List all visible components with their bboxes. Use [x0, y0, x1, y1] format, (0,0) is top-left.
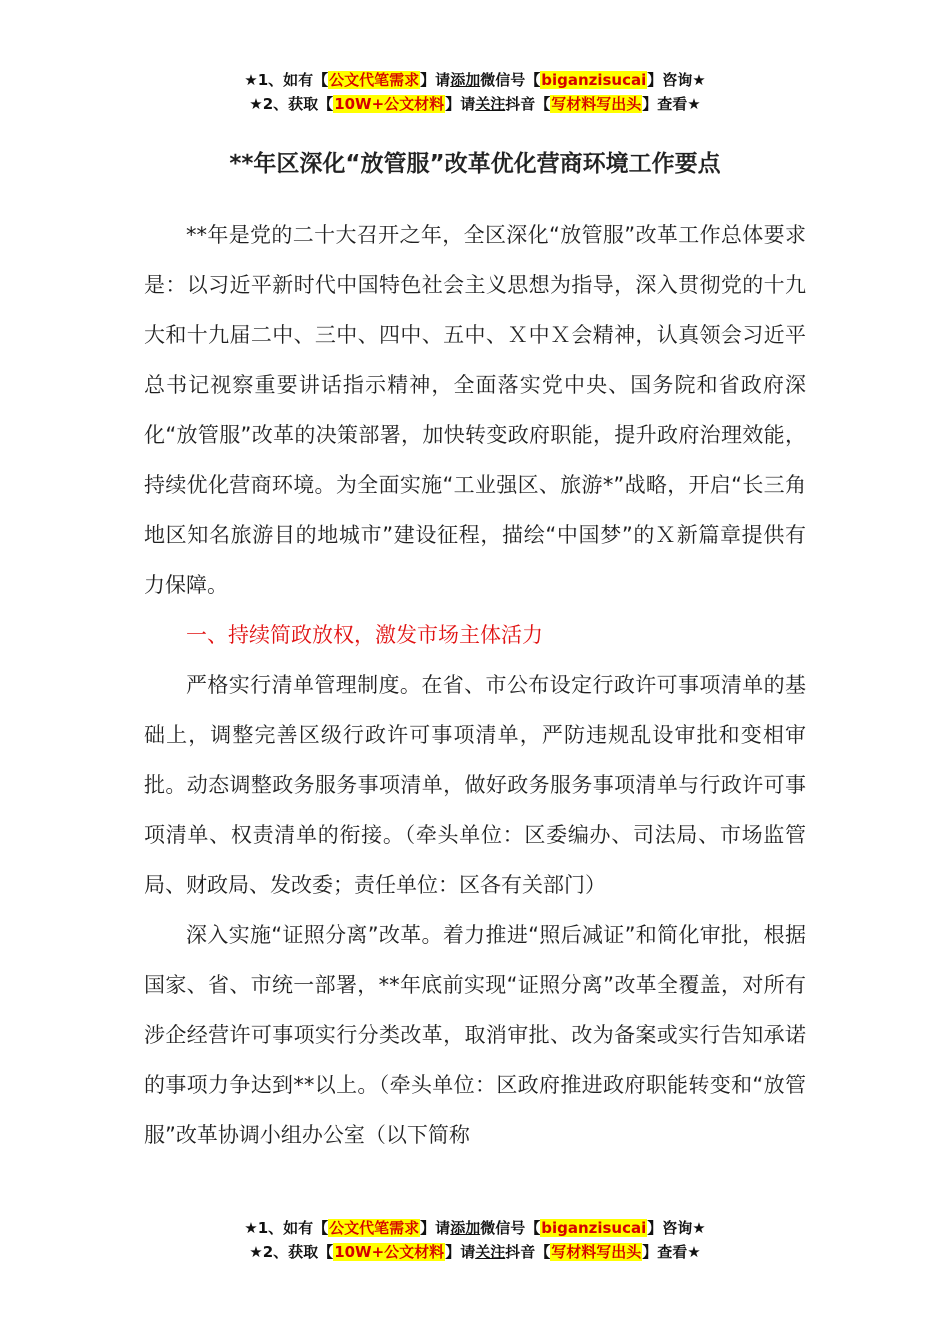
- promo-line-2: ★2、获取【10W+公文材料】请关注抖音【写材料写出头】查看★: [249, 95, 701, 113]
- promo-line-1: ★1、如有【公文代笔需求】请添加微信号【biganzisucai】咨询★: [244, 71, 706, 89]
- promo-line-1: ★1、如有【公文代笔需求】请添加微信号【biganzisucai】咨询★: [244, 1219, 706, 1237]
- section1-paragraph-1: 严格实行清单管理制度。在省、市公布设定行政许可事项清单的基础上，调整完善区级行政许可事项清单，严防违规乱设审批和变相审批。动态调整政务服务事项清单，做好政务服务事项清单与行政许可事项清单、权责清单的衔接。（牵头单位：区委编办、司法局、市场监管局、财政局、发改委；责任单位：区各有关部门）: [144, 673, 806, 897]
- promo-banner-top: [0, 68, 950, 116]
- highlight-materials: 10W+公文材料: [334, 1243, 445, 1261]
- highlight-douyin-id: 写材料写出头: [551, 1243, 642, 1261]
- highlight-materials: 10W+公文材料: [334, 95, 445, 113]
- highlight-wechat-id: biganzisucai: [541, 1219, 647, 1237]
- highlight-wechat-id: biganzisucai: [541, 71, 647, 89]
- promo-line-2: ★2、获取【10W+公文材料】请关注抖音【写材料写出头】查看★: [249, 1243, 701, 1261]
- section1-paragraph-2: 深入实施“证照分离”改革。着力推进“照后减证”和简化审批，根据国家、省、市统一部署，**年底前实现“证照分离”改革全覆盖，对所有涉企经营许可事项实行分类改革，取消审批、改为备案或实行告知承诺的事项力争达到**以上。（牵头单位：区政府推进政府职能转变和“放管服”改革协调小组办公室（以下简称: [144, 923, 806, 1147]
- highlight-service: 公文代笔需求: [329, 1219, 420, 1237]
- promo-banner-bottom: [0, 1216, 950, 1264]
- highlight-douyin-id: 写材料写出头: [551, 95, 642, 113]
- intro-paragraph: **年是党的二十大召开之年，全区深化“放管服”改革工作总体要求是：以习近平新时代中国特色社会主义思想为指导，深入贯彻党的十九大和十九届二中、三中、四中、五中、Ｘ中Ｘ会精神，认真领会习近平总书记视察重要讲话指示精神，全面落实党中央、国务院和省政府深化“放管服”改革的决策部署，加快转变政府职能，提升政府治理效能，持续优化营商环境。为全面实施“工业强区、旅游*”战略，开启“长三角地区知名旅游目的地城市”建设征程，描绘“中国梦”的Ｘ新篇章提供有力保障。: [144, 223, 806, 597]
- document-body: [144, 210, 806, 1160]
- document-title: **年区深化“放管服”改革优化营商环境工作要点: [229, 151, 721, 177]
- section-heading-1: 一、持续简政放权，激发市场主体活力: [186, 623, 543, 647]
- highlight-service: 公文代笔需求: [329, 71, 420, 89]
